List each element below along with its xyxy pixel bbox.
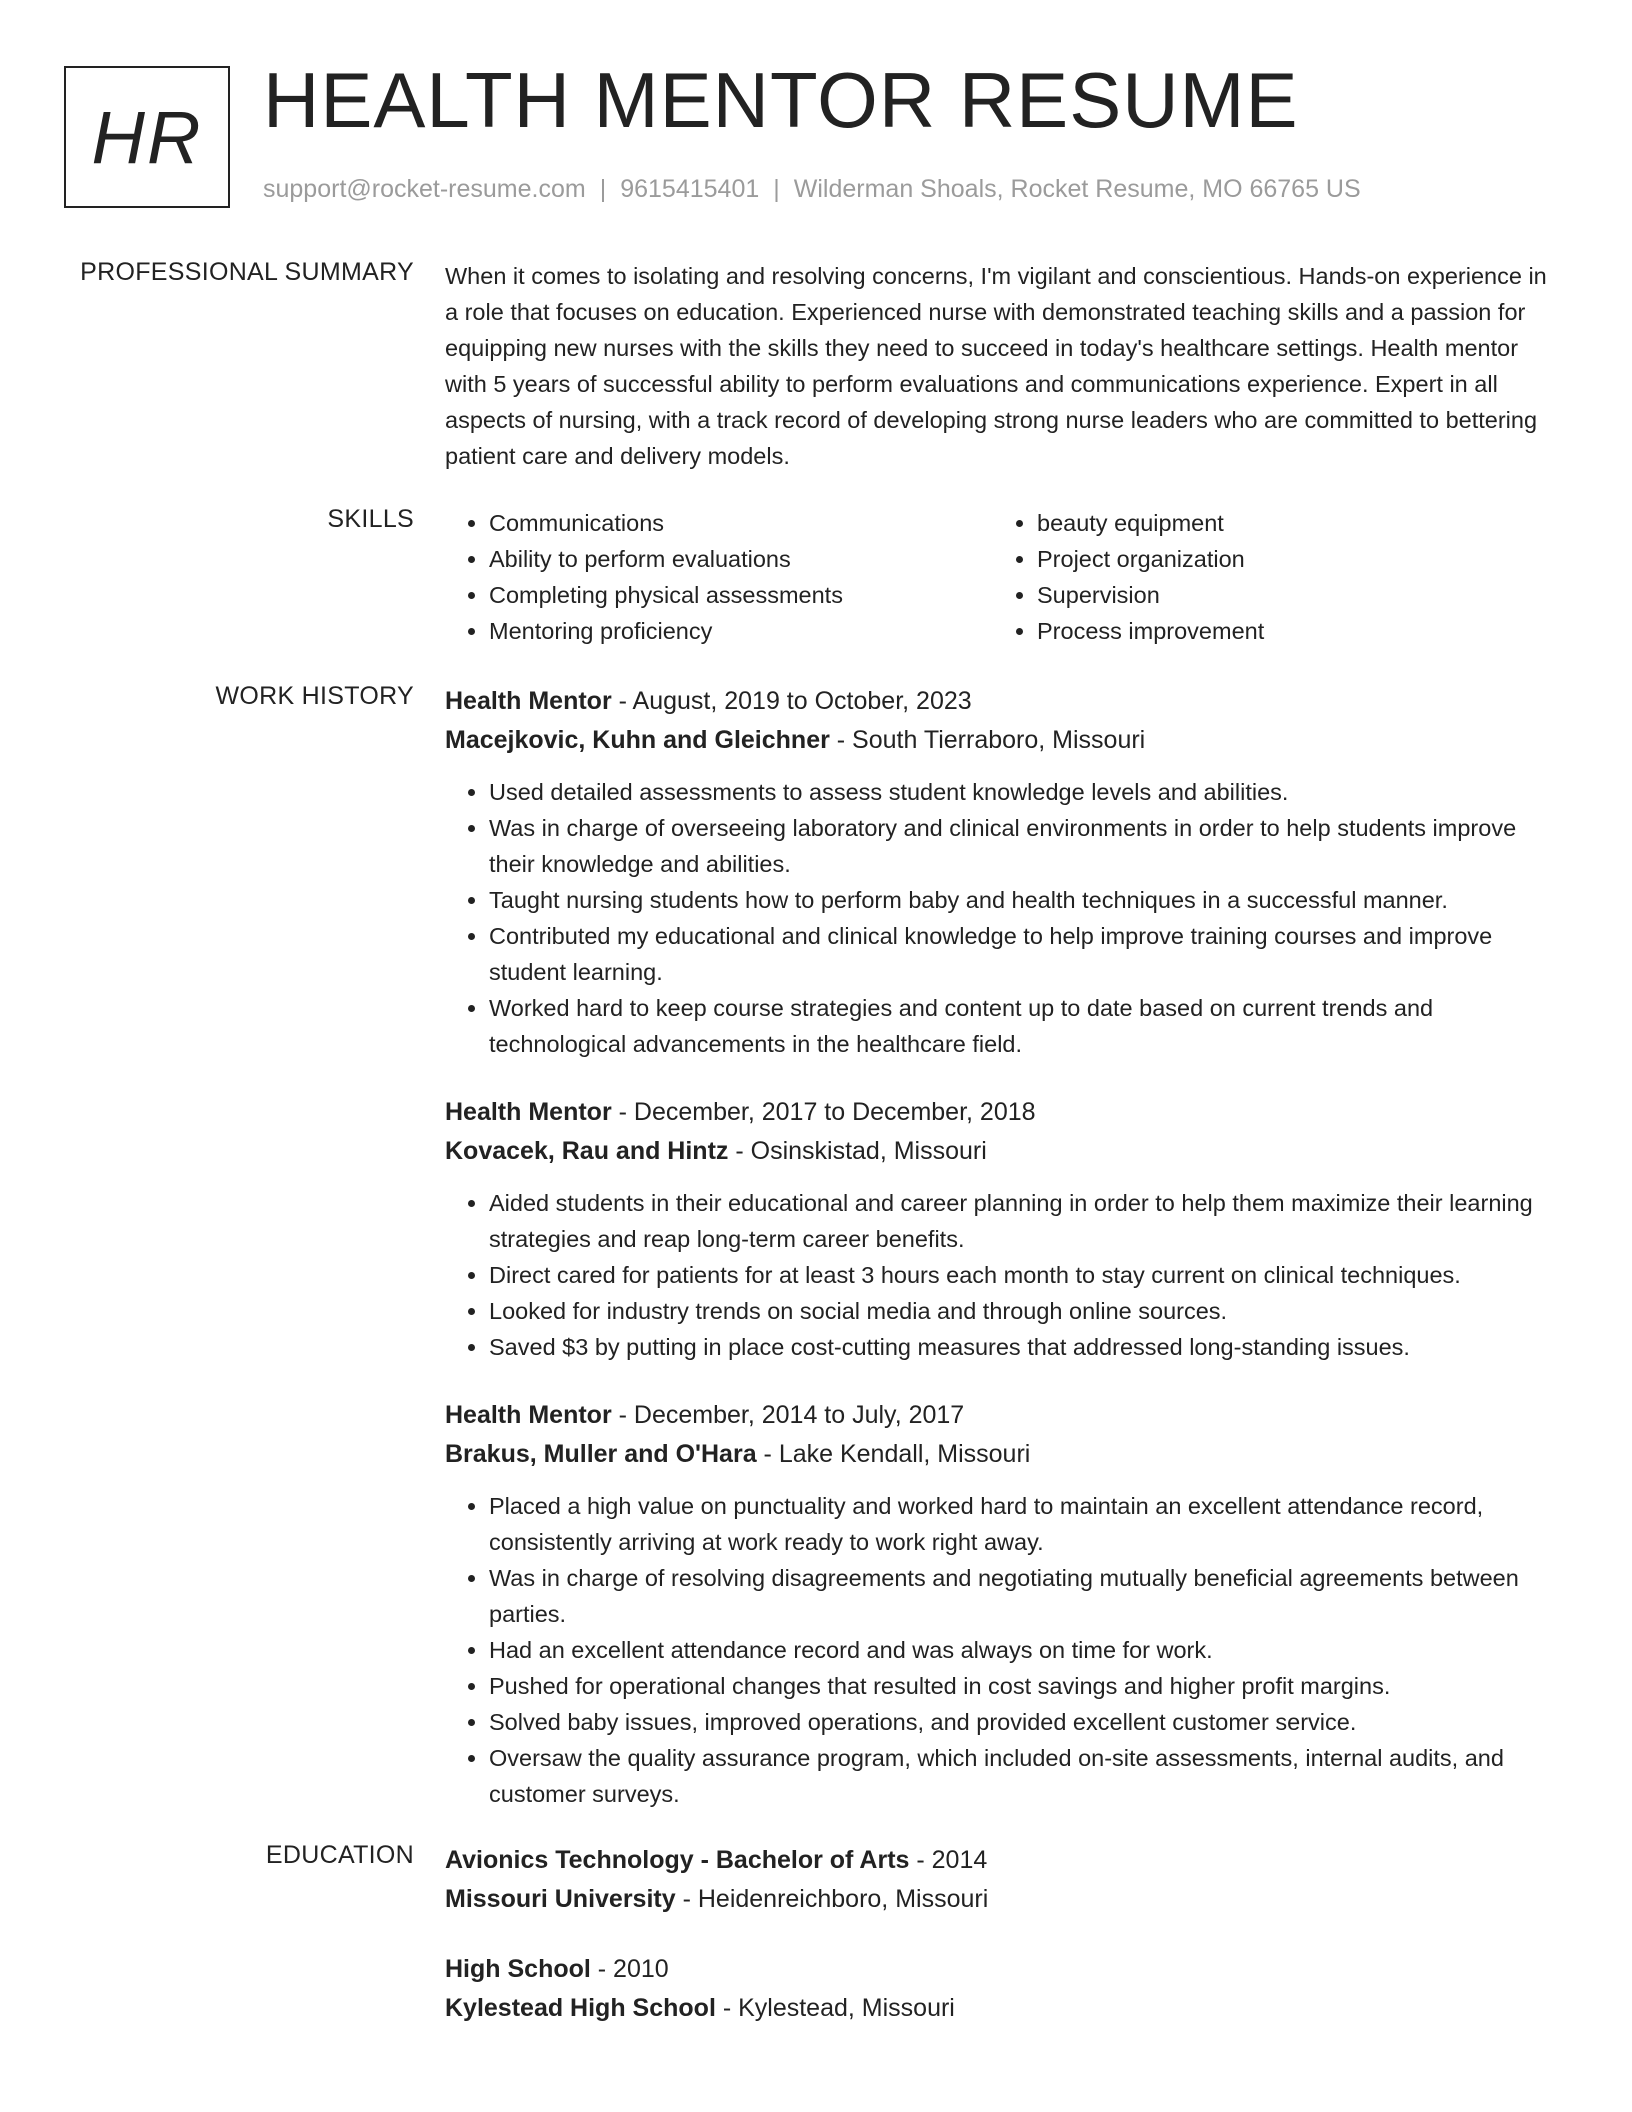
education-location: - Kylestead, Missouri [715,1994,955,2022]
education-degree: Avionics Technology - Bachelor of Arts [445,1846,910,1874]
job-bullet: • Pushed for operational changes that resulted in cost savings and higher profit margins. [489,1668,1565,1704]
education-school: Kylestead High School [445,1994,716,2022]
monogram-logo: HR [64,66,230,208]
education-school-line [445,1880,1565,1919]
section-label-skills: SKILLS [327,505,414,533]
job-bullet: • Placed a high value on punctuality and worked hard to maintain an excellent attendance record, consistently arriving at work ready to work right away. [489,1488,1565,1560]
job-bullet: • Solved baby issues, improved operations, and provided excellent customer service. [489,1704,1565,1740]
job-bullet: • Was in charge of resolving disagreements and negotiating mutually beneficial agreements between parties. [489,1560,1565,1632]
skills-column-right [993,505,1541,649]
contact-line [263,175,1361,204]
job-title: Health Mentor [445,1098,612,1126]
skill-item: • Project organization [1037,541,1541,577]
job-title-line [445,682,1565,721]
job-company-line [445,1435,1565,1474]
job-company-line [445,1132,1565,1171]
skill-item: • Completing physical assessments [489,577,993,613]
skill-item: • beauty equipment [1037,505,1541,541]
job-company: Brakus, Muller and O'Hara [445,1440,757,1468]
job-company: Macejkovic, Kuhn and Gleichner [445,726,830,754]
job-dates: - August, 2019 to October, 2023 [611,687,972,715]
skill-item: • Communications [489,505,993,541]
skills-column-left [445,505,993,649]
skill-item: • Mentoring proficiency [489,613,993,649]
job-bullet: • Saved $3 by putting in place cost-cutting measures that addressed long-standing issues. [489,1329,1565,1365]
job-bullet: • Had an excellent attendance record and was always on time for work. [489,1632,1565,1668]
skill-item: • Ability to perform evaluations [489,541,993,577]
job-title: Health Mentor [445,687,612,715]
job-bullet: • Aided students in their educational and career planning in order to help them maximize their learning strategies and reap long-term career benefits. [489,1185,1565,1257]
job-bullets [445,1185,1565,1365]
job-entry [445,1396,1565,1812]
job-entry [445,682,1565,1062]
job-bullet: • Was in charge of overseeing laboratory and clinical environments in order to help students improve their knowledge and abilities. [489,810,1565,882]
job-location: - South Tierraboro, Missouri [829,726,1146,754]
job-title-line [445,1396,1565,1435]
job-bullet: • Direct cared for patients for at least 3 hours each month to stay current on clinical techniques. [489,1257,1565,1293]
summary-text: When it comes to isolating and resolving concerns, I'm vigilant and conscientious. Hands-on experience in a role that focuses on education. Experienced nurse with demonstrated teaching skills and a passion for equipping new nurses with the skills they need to succeed in today's healthcare settings. Health mentor with 5 years of successful ability to perform evaluations and communications experience. Expert in all aspects of nursing, with a track record of developing strong nurse leaders who are committed to bettering patient care and delivery models. [445,263,1547,469]
job-dates: - December, 2014 to July, 2017 [611,1401,965,1429]
education-year: - 2014 [909,1846,988,1874]
job-bullet: • Worked hard to keep course strategies and content up to date based on current trends and technological advancements in the healthcare field. [489,990,1565,1062]
job-bullet: • Used detailed assessments to assess student knowledge levels and abilities. [489,774,1565,810]
contact-separator: | [599,175,607,203]
job-bullets [445,774,1565,1062]
job-company-line [445,721,1565,760]
job-bullet: • Contributed my educational and clinical knowledge to help improve training courses and improve student learning. [489,918,1565,990]
education-location: - Heidenreichboro, Missouri [675,1885,989,1913]
job-title-line [445,1093,1565,1132]
section-label-summary: PROFESSIONAL SUMMARY [80,258,414,286]
job-dates: - December, 2017 to December, 2018 [611,1098,1036,1126]
education-entry [445,1950,1565,2028]
job-company: Kovacek, Rau and Hintz [445,1137,729,1165]
contact-email[interactable]: support@rocket-resume.com [263,175,586,203]
education-degree-line [445,1841,1565,1880]
education-school: Missouri University [445,1885,676,1913]
section-label-work: WORK HISTORY [215,682,414,710]
education-school-line [445,1989,1565,2028]
contact-address: Wilderman Shoals, Rocket Resume, MO 66765 US [793,175,1361,203]
job-location: - Lake Kendall, Missouri [756,1440,1031,1468]
contact-separator: | [773,175,780,203]
education-entry [445,1841,1565,1919]
section-label-education: EDUCATION [265,1841,414,1869]
education-degree: High School [445,1955,591,1983]
job-bullet: • Taught nursing students how to perform baby and health techniques in a successful manner. [489,882,1565,918]
job-title: Health Mentor [445,1401,612,1429]
skills-list [445,505,1565,649]
education-degree-line [445,1950,1565,1989]
skill-item: • Supervision [1037,577,1541,613]
skill-item: • Process improvement [1037,613,1541,649]
job-bullets [445,1488,1565,1812]
job-entry [445,1093,1565,1365]
education-year: - 2010 [590,1955,669,1983]
job-bullet: • Looked for industry trends on social media and through online sources. [489,1293,1565,1329]
job-location: - Osinskistad, Missouri [728,1137,987,1165]
contact-phone[interactable]: 9615415401 [620,175,760,203]
resume-title: HEALTH MENTOR RESUME [263,56,1299,144]
job-bullet: • Oversaw the quality assurance program, which included on-site assessments, internal audits, and customer surveys. [489,1740,1565,1812]
